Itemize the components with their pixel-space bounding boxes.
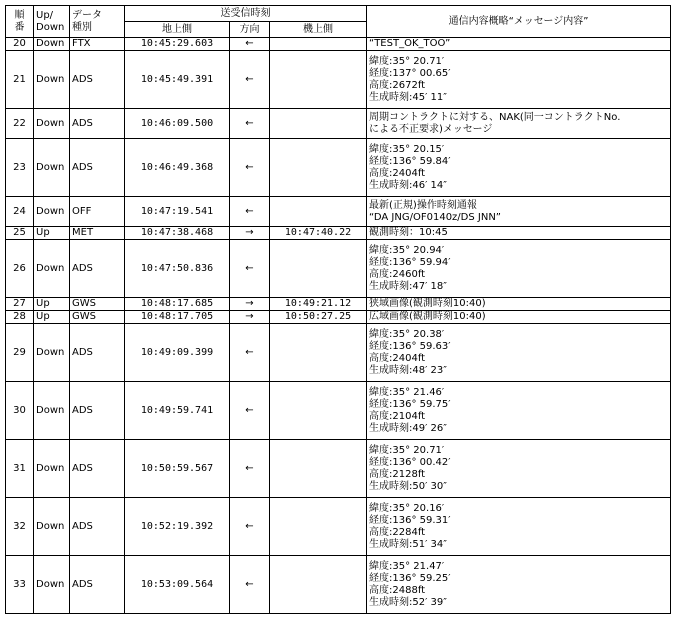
table-row xyxy=(6,240,671,298)
updown-cell: Up xyxy=(34,311,70,324)
message-content-cell xyxy=(367,556,671,614)
message-log-table xyxy=(5,5,671,614)
direction-cell: ← xyxy=(230,556,270,614)
message-content-cell xyxy=(367,382,671,440)
ground-time-cell: 10:46:09.500 xyxy=(125,109,230,139)
table-row xyxy=(6,38,671,51)
type-cell: ADS xyxy=(70,324,125,382)
seq-cell: 24 xyxy=(6,197,34,227)
message-line: 緯度:35° 20.94′ xyxy=(369,244,445,256)
message-line: 経度:136° 59.94′ xyxy=(369,256,451,268)
message-content-cell xyxy=(367,197,671,227)
message-line: 観測時刻：10:45 xyxy=(369,227,448,238)
aircraft-time-cell: 10:50:27.25 xyxy=(270,311,367,324)
updown-cell: Up xyxy=(34,227,70,240)
direction-header: 方向 xyxy=(230,22,270,38)
message-line: 緯度:35° 20.71′ xyxy=(369,55,445,67)
type-cell: ADS xyxy=(70,440,125,498)
message-line: 生成時刻:50′ 30″ xyxy=(369,480,448,492)
ground-time-cell: 10:50:59.567 xyxy=(125,440,230,498)
updown-header-line1: Up/ xyxy=(36,9,54,21)
message-line: 最新(正規)操作時刻通報 xyxy=(369,199,477,211)
message-line: 緯度:35° 20.15′ xyxy=(369,143,445,155)
updown-header xyxy=(34,6,70,38)
updown-cell: Down xyxy=(34,139,70,197)
direction-cell: → xyxy=(230,311,270,324)
direction-cell: ← xyxy=(230,498,270,556)
type-cell: ADS xyxy=(70,240,125,298)
message-content-cell xyxy=(367,227,671,240)
message-line: 経度:137° 00.65′ xyxy=(369,67,451,79)
ground-time-cell: 10:47:50.836 xyxy=(125,240,230,298)
message-line: 経度:136° 59.63′ xyxy=(369,340,451,352)
direction-cell: ← xyxy=(230,382,270,440)
aircraft-time-cell: 10:47:40.22 xyxy=(270,227,367,240)
message-line: 生成時刻:47′ 18″ xyxy=(369,280,448,292)
ground-header: 地上側 xyxy=(125,22,230,38)
message-content-cell xyxy=(367,298,671,311)
aircraft-time-cell xyxy=(270,240,367,298)
type-cell: OFF xyxy=(70,197,125,227)
table-row xyxy=(6,440,671,498)
message-line: 高度:2488ft xyxy=(369,584,426,596)
message-line: 経度:136° 59.84′ xyxy=(369,155,451,167)
ground-time-cell: 10:48:17.705 xyxy=(125,311,230,324)
message-content-cell xyxy=(367,311,671,324)
type-header xyxy=(70,6,125,38)
message-line: による不正要求)メッセージ xyxy=(369,123,493,135)
seq-cell: 29 xyxy=(6,324,34,382)
type-cell: MET xyxy=(70,227,125,240)
seq-cell: 31 xyxy=(6,440,34,498)
updown-cell: Down xyxy=(34,556,70,614)
updown-cell: Down xyxy=(34,109,70,139)
ground-time-cell: 10:49:09.399 xyxy=(125,324,230,382)
message-line: 高度:2128ft xyxy=(369,468,426,480)
message-line: 生成時刻:52′ 39″ xyxy=(369,596,448,608)
type-cell: GWS xyxy=(70,311,125,324)
seq-header-line1: 順 xyxy=(14,9,25,21)
direction-cell: → xyxy=(230,227,270,240)
message-line: 緯度:35° 20.71′ xyxy=(369,444,445,456)
direction-cell: ← xyxy=(230,240,270,298)
type-cell: GWS xyxy=(70,298,125,311)
ground-time-cell: 10:48:17.685 xyxy=(125,298,230,311)
direction-cell: ← xyxy=(230,51,270,109)
seq-cell: 21 xyxy=(6,51,34,109)
seq-cell: 22 xyxy=(6,109,34,139)
seq-cell: 26 xyxy=(6,240,34,298)
message-content-cell xyxy=(367,38,671,51)
updown-header-line2: Down xyxy=(36,21,65,33)
aircraft-time-cell xyxy=(270,109,367,139)
table-row xyxy=(6,498,671,556)
type-cell: ADS xyxy=(70,556,125,614)
direction-cell: → xyxy=(230,298,270,311)
ground-time-cell: 10:53:09.564 xyxy=(125,556,230,614)
updown-cell: Down xyxy=(34,240,70,298)
seq-cell: 30 xyxy=(6,382,34,440)
message-line: 緯度:35° 21.47′ xyxy=(369,560,445,572)
message-line: 高度:2404ft xyxy=(369,352,426,364)
message-line: “DA JNG/OF0140z/DS JNN” xyxy=(369,211,501,223)
aircraft-header: 機上側 xyxy=(270,22,367,38)
direction-cell: ← xyxy=(230,38,270,51)
message-line: 高度:2672ft xyxy=(369,79,426,91)
aircraft-time-cell xyxy=(270,440,367,498)
message-content-cell xyxy=(367,51,671,109)
table-row xyxy=(6,139,671,197)
message-content-cell xyxy=(367,240,671,298)
message-line: 経度:136° 59.25′ xyxy=(369,572,451,584)
type-header-line1: データ xyxy=(72,9,102,21)
content-header: 通信内容概略“メッセージ内容” xyxy=(367,6,671,38)
message-line: 高度:2284ft xyxy=(369,526,426,538)
updown-cell: Down xyxy=(34,498,70,556)
type-cell: ADS xyxy=(70,139,125,197)
ground-time-cell: 10:49:59.741 xyxy=(125,382,230,440)
message-content-cell xyxy=(367,498,671,556)
type-cell: ADS xyxy=(70,498,125,556)
message-content-cell xyxy=(367,324,671,382)
seq-cell: 28 xyxy=(6,311,34,324)
message-line: 経度:136° 59.75′ xyxy=(369,398,451,410)
type-cell: ADS xyxy=(70,51,125,109)
time-group-header: 送受信時刻 xyxy=(125,6,367,22)
aircraft-time-cell xyxy=(270,556,367,614)
direction-cell: ← xyxy=(230,324,270,382)
updown-cell: Down xyxy=(34,440,70,498)
message-content-cell xyxy=(367,109,671,139)
table-row xyxy=(6,324,671,382)
seq-cell: 23 xyxy=(6,139,34,197)
aircraft-time-cell: 10:49:21.12 xyxy=(270,298,367,311)
updown-cell: Up xyxy=(34,298,70,311)
ground-time-cell: 10:45:29.603 xyxy=(125,38,230,51)
direction-cell: ← xyxy=(230,139,270,197)
table-row xyxy=(6,311,671,324)
message-line: 経度:136° 59.31′ xyxy=(369,514,451,526)
table-body xyxy=(6,38,671,614)
message-line: 生成時刻:45′ 11″ xyxy=(369,91,448,103)
message-line: 緯度:35° 20.38′ xyxy=(369,328,445,340)
type-cell: FTX xyxy=(70,38,125,51)
aircraft-time-cell xyxy=(270,498,367,556)
seq-cell: 20 xyxy=(6,38,34,51)
message-line: 生成時刻:46′ 14″ xyxy=(369,179,448,191)
ground-time-cell: 10:47:38.468 xyxy=(125,227,230,240)
table-row xyxy=(6,382,671,440)
ground-time-cell: 10:52:19.392 xyxy=(125,498,230,556)
direction-cell: ← xyxy=(230,109,270,139)
aircraft-time-cell xyxy=(270,382,367,440)
table-header xyxy=(6,6,671,38)
seq-cell: 27 xyxy=(6,298,34,311)
type-cell: ADS xyxy=(70,109,125,139)
message-line: 高度:2104ft xyxy=(369,410,426,422)
aircraft-time-cell xyxy=(270,38,367,51)
message-line: 周期コントラクトに対する、NAK(同一コントラクトNo. xyxy=(369,111,621,123)
updown-cell: Down xyxy=(34,197,70,227)
message-content-cell xyxy=(367,440,671,498)
table-row xyxy=(6,227,671,240)
updown-cell: Down xyxy=(34,38,70,51)
table-row xyxy=(6,298,671,311)
message-line: 高度:2460ft xyxy=(369,268,426,280)
message-line: 緯度:35° 21.46′ xyxy=(369,386,445,398)
message-line: 生成時刻:51′ 34″ xyxy=(369,538,448,550)
updown-cell: Down xyxy=(34,382,70,440)
message-line: 広域画像(観測時刻10:40) xyxy=(369,311,486,322)
message-line: 高度:2404ft xyxy=(369,167,426,179)
direction-cell: ← xyxy=(230,197,270,227)
aircraft-time-cell xyxy=(270,51,367,109)
seq-header xyxy=(6,6,34,38)
ground-time-cell: 10:46:49.368 xyxy=(125,139,230,197)
message-line: 経度:136° 00.42′ xyxy=(369,456,451,468)
seq-header-line2: 番 xyxy=(14,21,25,33)
table-row xyxy=(6,556,671,614)
message-content-cell xyxy=(367,139,671,197)
aircraft-time-cell xyxy=(270,139,367,197)
table-row xyxy=(6,51,671,109)
type-header-line2: 種別 xyxy=(72,21,92,33)
seq-cell: 32 xyxy=(6,498,34,556)
table-row xyxy=(6,109,671,139)
direction-cell: ← xyxy=(230,440,270,498)
seq-cell: 33 xyxy=(6,556,34,614)
message-line: “TEST_OK_TOO” xyxy=(369,38,451,49)
seq-cell: 25 xyxy=(6,227,34,240)
aircraft-time-cell xyxy=(270,197,367,227)
message-line: 生成時刻:48′ 23″ xyxy=(369,364,448,376)
ground-time-cell: 10:45:49.391 xyxy=(125,51,230,109)
message-line: 狭域画像(観測時刻10:40) xyxy=(369,298,486,309)
type-cell: ADS xyxy=(70,382,125,440)
table-row xyxy=(6,197,671,227)
ground-time-cell: 10:47:19.541 xyxy=(125,197,230,227)
message-line: 緯度:35° 20.16′ xyxy=(369,502,445,514)
aircraft-time-cell xyxy=(270,324,367,382)
message-line: 生成時刻:49′ 26″ xyxy=(369,422,448,434)
updown-cell: Down xyxy=(34,324,70,382)
updown-cell: Down xyxy=(34,51,70,109)
